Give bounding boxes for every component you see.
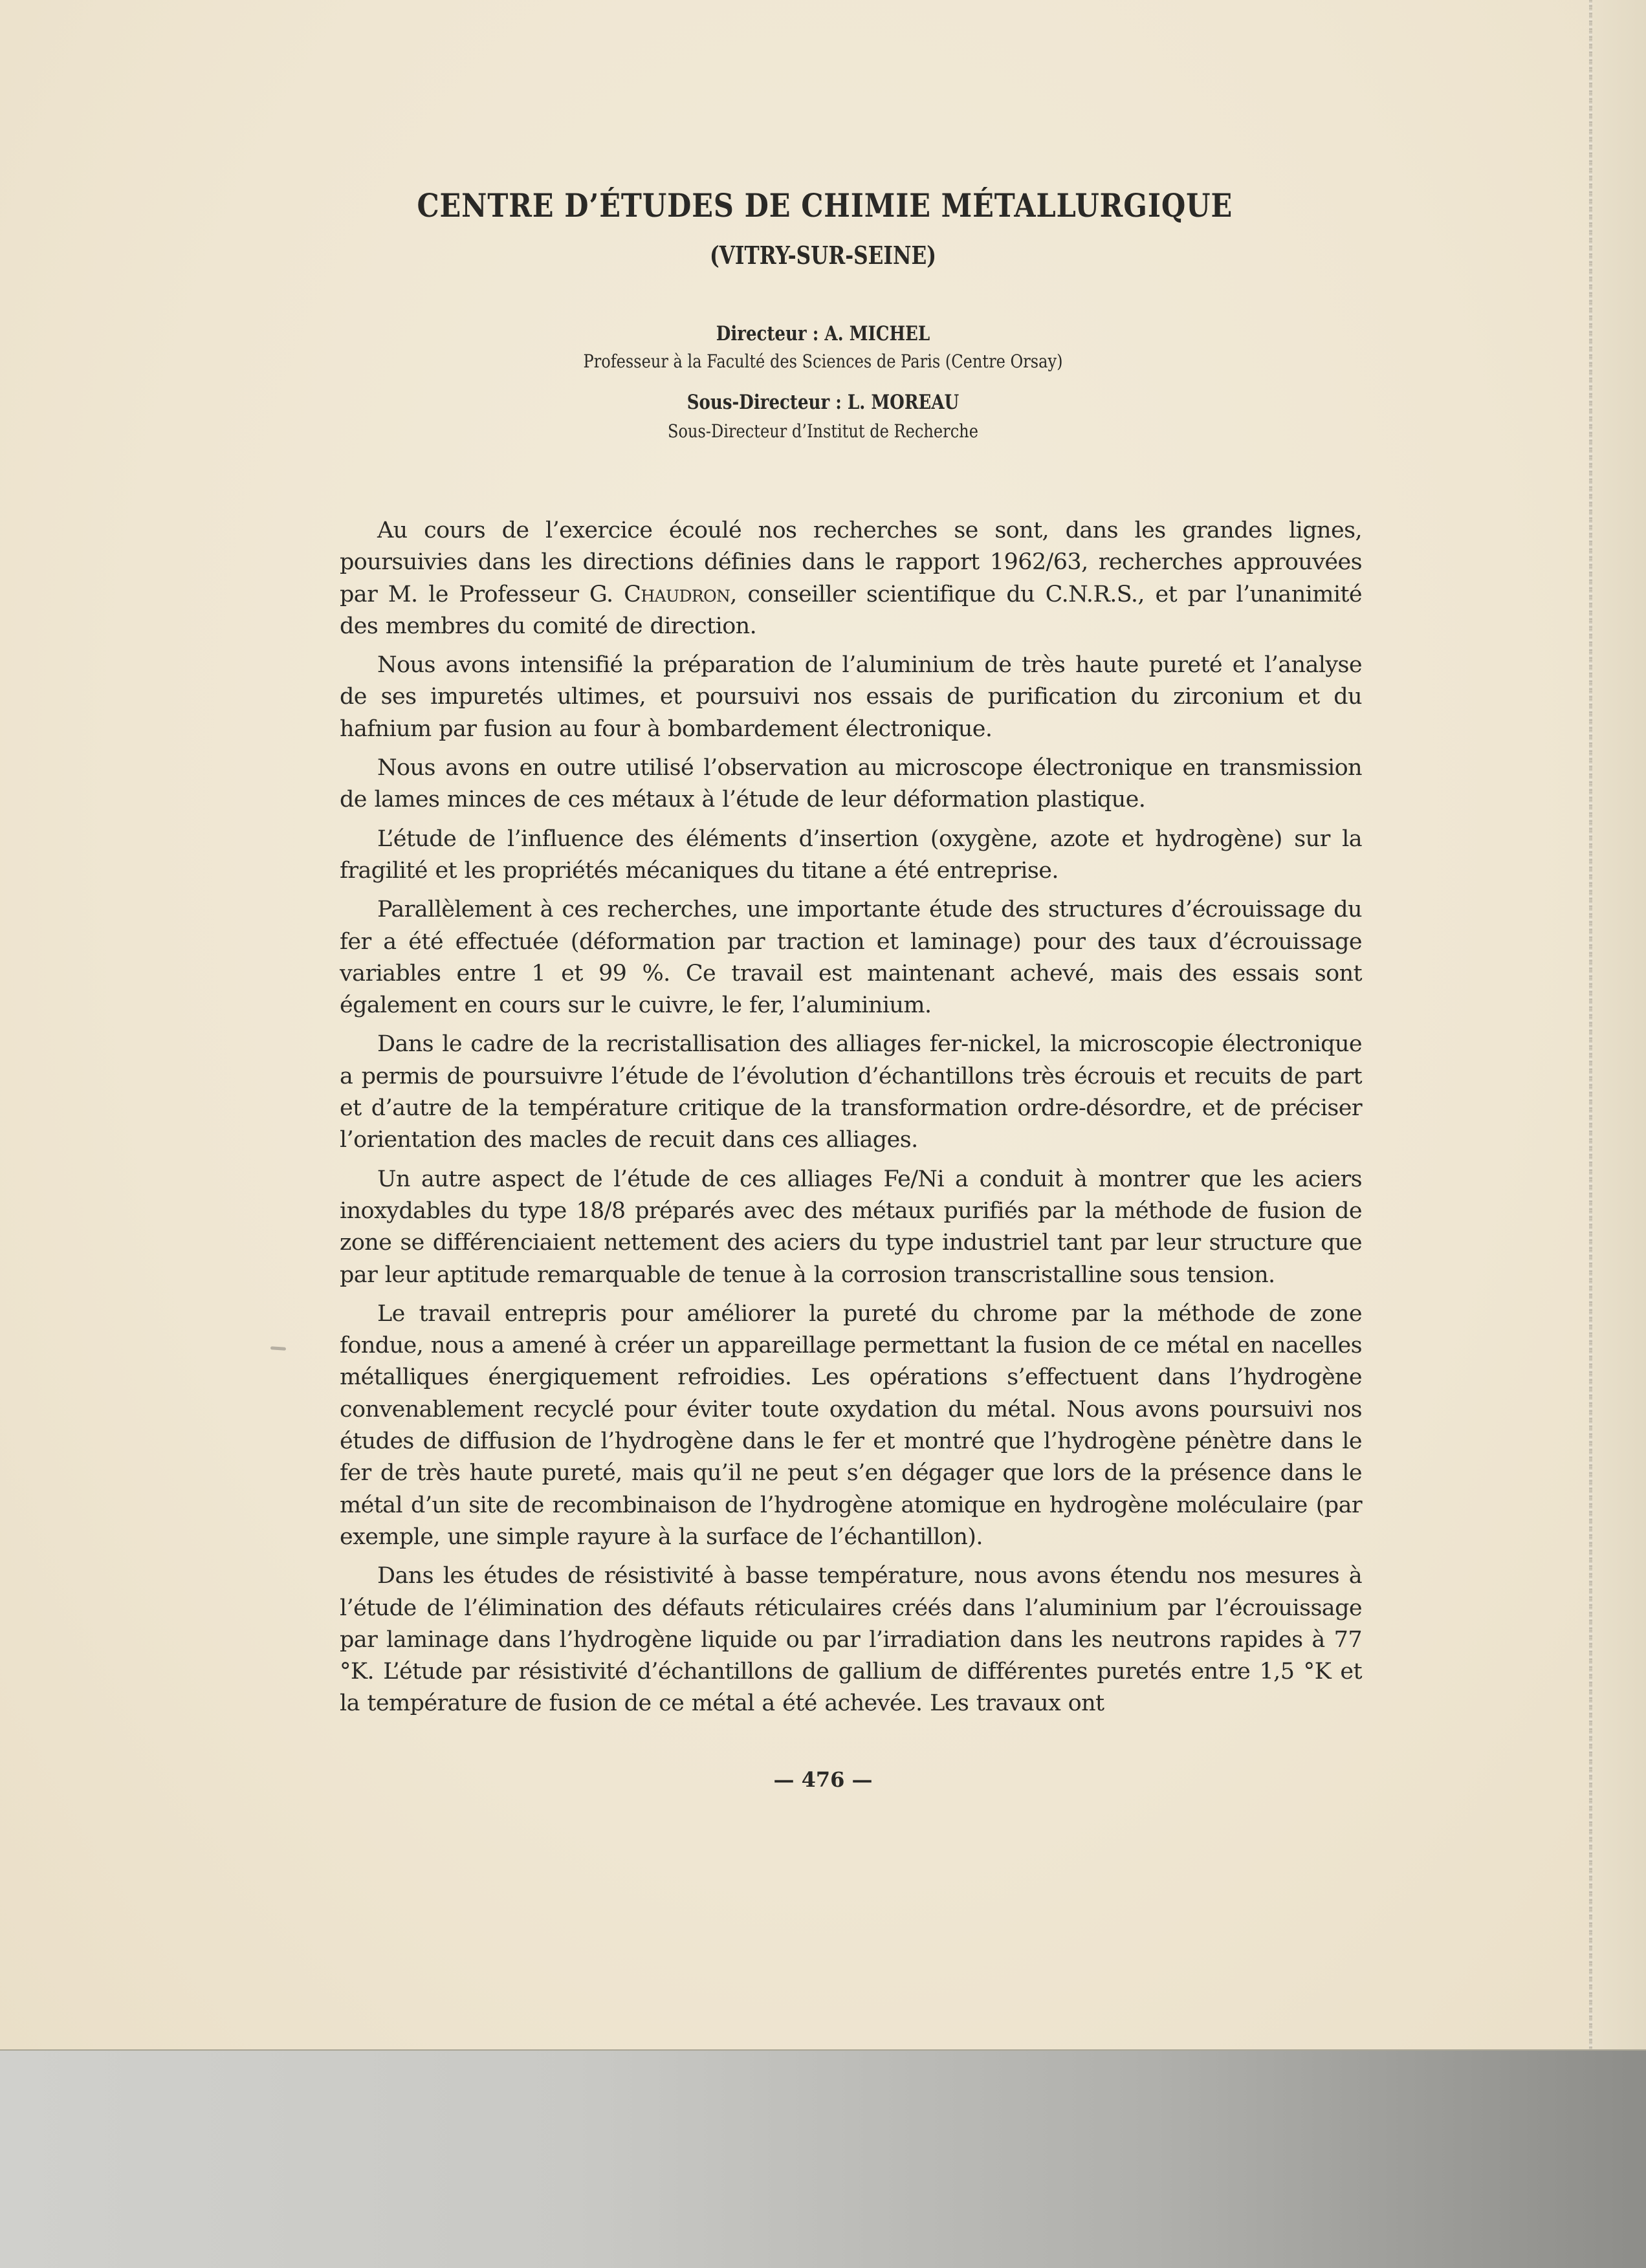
paragraph-text: Au cours de l’exercice écoulé nos recherches se sont, dans les grandes lignes, poursuivies dans les directions définies dans le rapport 1962/63, recherches approuvées par M. le Professeur G. — [340, 518, 1362, 607]
paragraph-text: , conseiller scientifique du C.N.R.S., et par l’unanimité des membres du comité de direction. — [340, 581, 1362, 639]
paragraph: L’étude de l’influence des éléments d’insertion (oxygène, azote et hydrogène) sur la fragilité et les propriétés mécaniques du titane a été entreprise. — [340, 825, 1362, 884]
paragraph: Nous avons intensifié la préparation de l’aluminium de très haute pureté et l’analyse de ses impuretés ultimes, et poursuivi nos essais de purification du zirconium et du hafnium par fusion au four à bombardement électronique. — [340, 652, 1362, 742]
director-name: Directeur : A. MICHEL — [716, 322, 930, 345]
person-name: Chaudron — [624, 581, 730, 607]
body-text — [340, 515, 1362, 1727]
page-number: — 476 — — [773, 1767, 873, 1792]
document-title: CENTRE D’ÉTUDES DE CHIMIE MÉTALLURGIQUE — [417, 186, 1233, 224]
subdirector-role: Sous-Directeur d’Institut de Recherche — [668, 420, 978, 442]
paragraph: Nous avons en outre utilisé l’observation au microscope électronique en transmission de lames minces de ces métaux à l’étude de leur déformation plastique. — [340, 755, 1362, 813]
adjacent-page-strip — [1592, 0, 1646, 2049]
paragraph: Dans le cadre de la recristallisation des alliages fer-nickel, la microscopie électronique a permis de poursuivre l’étude de l’évolution d’échantillons très écrouis et recuits de part et d’autre de la température critique de la transformation ordre-désordre, et de préciser l’orientation des macles de recuit dans ces alliages. — [340, 1031, 1362, 1153]
paragraph: Dans les études de résistivité à basse température, nous avons étendu nos mesures à l’étude de l’élimination des défauts réticulaires créés dans l’aluminium par l’écrouissage par laminage dans l’hydrogène liquide ou par l’irradiation dans les neutrons rapides à 77 °K. L’étude par résistivité d’échantillons de gallium de différentes puretés entre 1,5 °K et la température de fusion de ce métal a été achevée. Les travaux ont — [340, 1563, 1362, 1717]
paragraph: Parallèlement à ces recherches, une importante étude des structures d’écrouissage du fer a été effectuée (déformation par traction et laminage) pour des taux d’écrouissage variables entre 1 et 99 %. Ce travail est maintenant achevé, mais des essais sont également en cours sur le cuivre, le fer, l’aluminium. — [340, 897, 1362, 1019]
director-role: Professeur à la Faculté des Sciences de Paris (Centre Orsay) — [583, 351, 1063, 372]
page-edge — [1589, 0, 1592, 2049]
subdirector-name: Sous-Directeur : L. MOREAU — [686, 391, 960, 414]
paragraph: Le travail entrepris pour améliorer la pureté du chrome par la méthode de zone fondue, nous a amené à créer un appareillage permettant la fusion de ce métal en nacelles métalliques énergiquement refroidies. Les opérations s’effectuent dans l’hydrogène convenablement recyclé pour éviter toute oxydation du métal. Nous avons poursuivi nos études de diffusion de l’hydrogène dans le fer et montré que l’hydrogène pénètre dans le fer de très haute pureté, mais qu’il ne peut s’en dégager que lors de la présence dans le métal d’un site de recombinaison de l’hydrogène atomique en hydrogène moléculaire (par exemple, une simple rayure à la surface de l’échantillon). — [340, 1300, 1362, 1550]
scanner-background — [0, 2049, 1646, 2268]
paragraph — [340, 515, 1362, 642]
paragraph: Un autre aspect de l’étude de ces alliages Fe/Ni a conduit à montrer que les aciers inoxydables du type 18/8 préparés avec des métaux purifiés par la méthode de fusion de zone se différenciaient nettement des aciers du type industriel tant par leur structure que par leur aptitude remarquable de tenue à la corrosion transcristalline sous tension. — [340, 1166, 1362, 1288]
document-subtitle: (VITRY-SUR-SEINE) — [710, 241, 936, 270]
